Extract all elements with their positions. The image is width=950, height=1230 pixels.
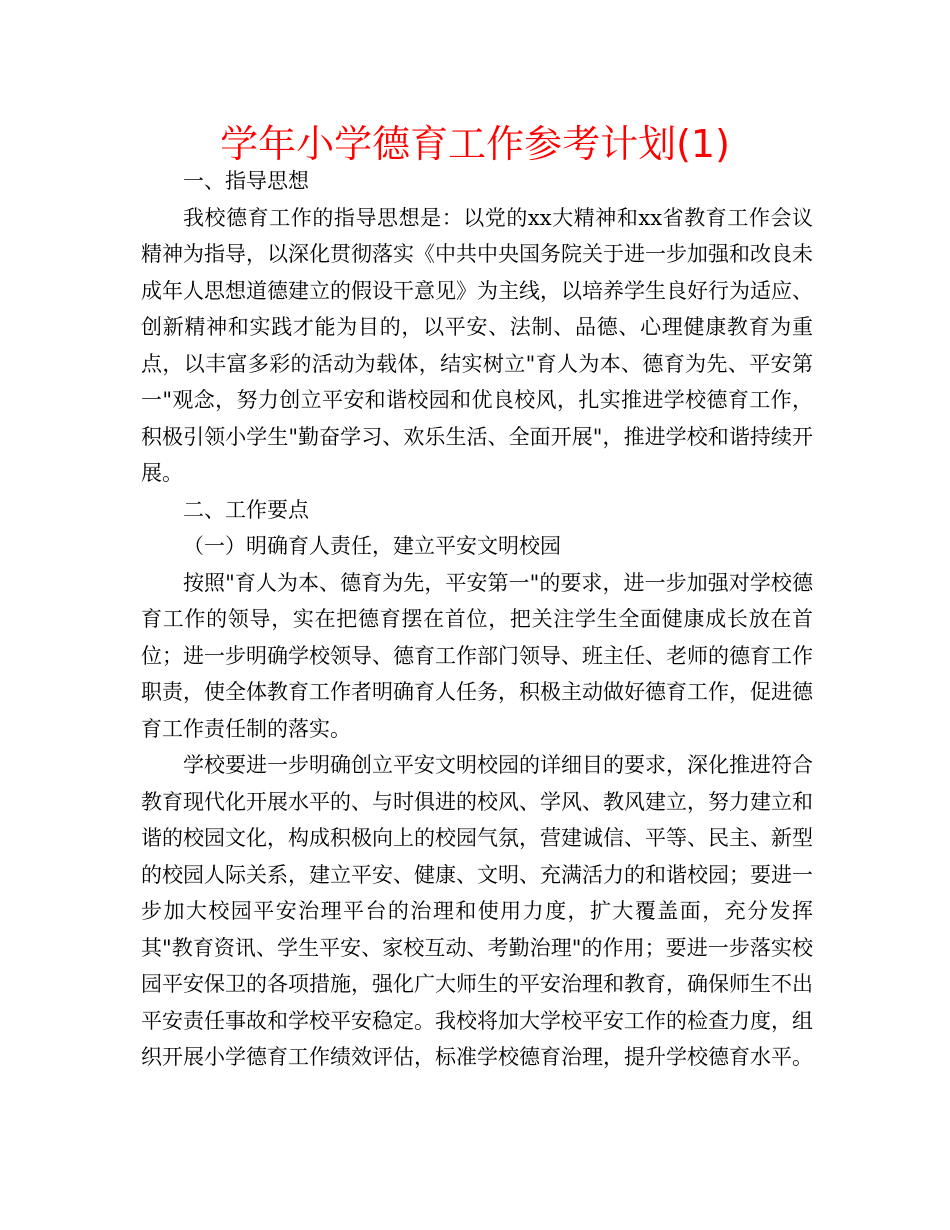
body-paragraph: 学校要进一步明确创立平安文明校园的详细目的要求，深化推进符合教育现代化开展水平的、与时俱进的校风、学风、教风建立，努力建立和谐的校园文化，构成积极向上的校园气氛，营建诚信、平等、民主、新型的校园人际关系，建立平安、健康、文明、充满活力的和谐校园；要进一步加大校园平安治理平台的治理和使用力度，扩大覆盖面，充分发挥其"教育资讯、学生平安、家校互动、考勤治理"的作用；要进一步落实校园平安保卫的各项措施，强化广大师生的平安治理和教育，确保师生不出平安责任事故和学校平安稳定。我校将加大学校平安工作的检查力度，组织开展小学德育工作绩效评估，标准学校德育治理，提升学校德育水平。 xyxy=(141,753,813,1069)
section-heading: 二、工作要点 xyxy=(183,497,309,522)
body-paragraph: 按照"育人为本、德育为先，平安第一"的要求，进一步加强对学校德育工作的领导，实在把德育摆在首位，把关注学生全面健康成长放在首位；进一步明确学校领导、德育工作部门领导、班主任、老师的德育工作职责，使全体教育工作者明确育人任务，积极主动做好德育工作，促进德育工作责任制的落实。 xyxy=(141,570,813,741)
document-title: 学年小学德育工作参考计划(1) xyxy=(220,122,730,166)
section-heading: 一、指导思想 xyxy=(183,169,309,193)
body-paragraph: 我校德育工作的指导思想是：以党的xx大精神和xx省教育工作会议精神为指导，以深化贯彻落实《中共中央国务院关于进一步加强和改良未成年人思想道德建立的假设干意见》为主线，以培养学生良好行为适应、创新精神和实践才能为目的，以平安、法制、品德、心理健康教育为重点，以丰富多彩的活动为载体，结实树立"育人为本、德育为先、平安第一"观念，努力创立平安和谐校园和优良校风，扎实推进学校德育工作，积极引领小学生"勤奋学习、欢乐生活、全面开展"，推进学校和谐持续开展。 xyxy=(141,205,813,485)
subsection-heading: （一）明确育人责任，建立平安文明校园 xyxy=(183,534,561,558)
document-body xyxy=(141,163,813,1076)
